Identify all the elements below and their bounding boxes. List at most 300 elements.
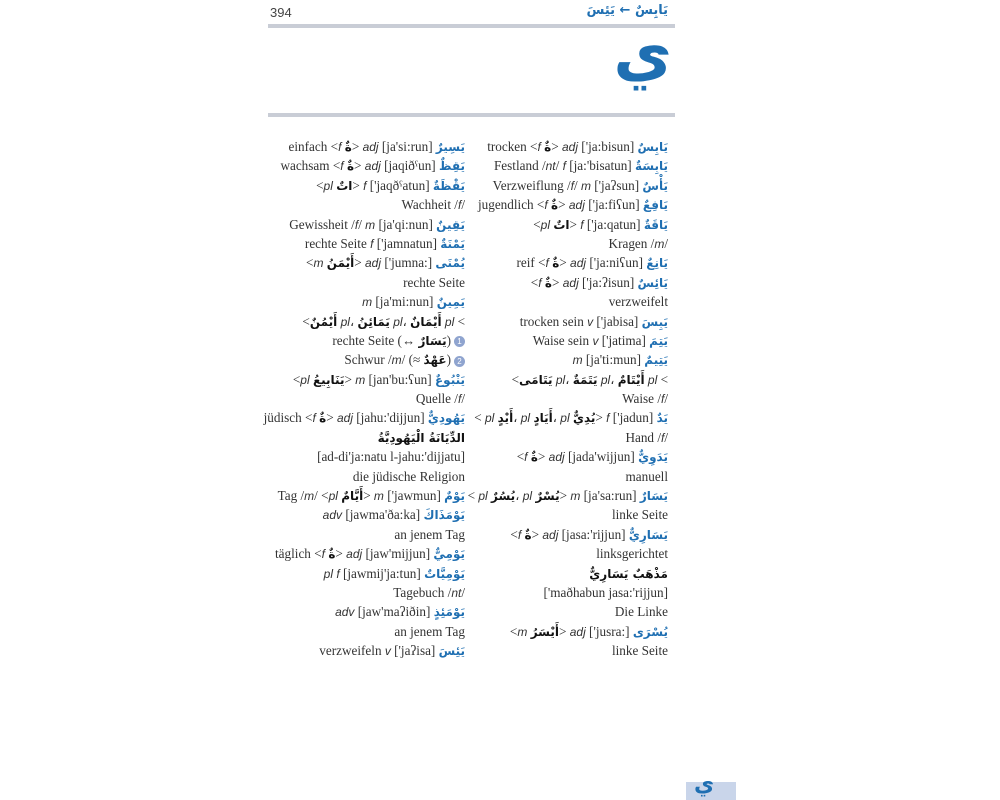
arabic-headword: يَدٌ	[656, 411, 668, 426]
grammar-label: pl	[328, 489, 342, 504]
grammar-label: f	[363, 178, 367, 193]
entry-text: >	[558, 197, 569, 213]
entry-text: <	[474, 410, 485, 426]
entry-text: [ja'ti:mun]	[582, 352, 645, 368]
grammar-label: pl	[552, 372, 566, 387]
arabic-form: يَنَابِيعُ	[312, 372, 345, 387]
entry-line	[235, 447, 465, 466]
grammar-label: v	[587, 314, 594, 329]
thumb-index-letter: ي	[694, 772, 715, 797]
entry-text: [ja'mi:nun]	[372, 294, 437, 310]
arabic-form: ةٌ	[544, 275, 552, 290]
entry-text: [ad-di'ja:natu l-jahu:'dijjatu]	[317, 449, 465, 465]
grammar-label: pl	[478, 489, 491, 504]
grammar-label: adv	[335, 605, 355, 620]
grammar-label: pl	[540, 217, 554, 232]
sense-number-badge: 1	[454, 336, 465, 347]
entry-line	[235, 505, 465, 524]
arabic-form: يُسُرٌ	[491, 489, 516, 504]
entry-line	[458, 234, 668, 253]
entry-text: )	[446, 352, 451, 368]
entry-line	[235, 137, 465, 156]
entry-text: rechte Seite	[304, 235, 371, 251]
grammar-label: f	[457, 198, 462, 213]
entry-line	[458, 564, 668, 583]
arabic-form: الدِّيَانَةُ الْيَهُودِيَّةُ	[377, 430, 465, 445]
entry-text: >	[354, 255, 365, 271]
entry-text: <	[454, 313, 465, 329]
entry-text: [ja:'bisatun]	[565, 158, 635, 174]
entry-text: ['jaqðˁatun]	[366, 177, 433, 193]
entry-text: Gewissheit /	[289, 216, 355, 232]
grammar-label: f	[544, 198, 552, 213]
grammar-label: adj	[568, 198, 585, 213]
entry-line	[235, 292, 465, 311]
entry-line	[235, 176, 465, 195]
grammar-label: pl	[644, 372, 658, 387]
entry-line	[235, 331, 465, 350]
arabic-form: يَمَائِنُ	[357, 314, 390, 329]
grammar-label: pl	[389, 314, 403, 329]
grammar-label: v	[592, 333, 599, 348]
grammar-label: adj	[346, 547, 363, 562]
entry-text: ['jumna:]	[381, 255, 436, 271]
entry-text: Tagebuch /	[393, 584, 452, 600]
entry-text: )	[446, 332, 451, 348]
entry-text: linksgerichtet	[596, 546, 668, 562]
arabic-headword: يَمِينٌ	[436, 295, 465, 310]
arabic-form: يَسَارٌ	[418, 333, 447, 348]
grammar-label: f	[517, 527, 525, 542]
entry-line	[235, 428, 465, 447]
grammar-label: adj	[362, 140, 379, 154]
entry-line	[235, 544, 465, 563]
page-number: 394	[270, 5, 292, 20]
dictionary-column-left	[235, 137, 465, 661]
section-divider	[268, 113, 675, 117]
grammar-label: adj	[561, 140, 578, 154]
arabic-form: يَتَمَةٌ	[572, 372, 598, 387]
entry-line	[458, 331, 668, 350]
entry-text: <	[516, 449, 525, 465]
grammar-label: nt	[545, 159, 556, 174]
entry-text: an jenem Tag	[394, 623, 465, 639]
grammar-label: f	[457, 392, 462, 407]
entry-text: ['maðhabun jasa:'rijjun]	[543, 584, 668, 600]
entry-text: ['jawmun]	[383, 488, 445, 504]
arabic-headword: يَافِعٌ	[642, 198, 668, 213]
grammar-label: f	[370, 236, 374, 251]
arabic-headword: يَتِمَ	[649, 333, 668, 348]
entry-text: ['ja:bisun]	[578, 139, 638, 154]
entry-text: >	[551, 139, 562, 154]
entry-text: Quelle /	[415, 391, 458, 407]
entry-text: >	[559, 488, 571, 504]
entry-text: /	[664, 429, 668, 445]
entry-text: ،	[402, 313, 411, 329]
entry-text: Wachheit /	[401, 197, 458, 213]
entry-text: Schwur /	[344, 352, 392, 368]
arabic-form: ةٌ	[530, 450, 538, 465]
entry-line	[458, 350, 668, 369]
entry-line	[458, 273, 668, 292]
entry-line	[235, 253, 465, 272]
entry-text: an jenem Tag	[394, 526, 465, 542]
grammar-label: m	[304, 489, 315, 504]
entry-text: ['jatima]	[598, 332, 650, 348]
arabic-headword: يُمْنَى	[435, 256, 465, 271]
entry-text: ['jaʔsun]	[590, 177, 643, 193]
entry-text: /	[358, 216, 366, 232]
grammar-label: f	[524, 450, 531, 465]
entry-text: / <	[314, 488, 329, 504]
entry-line	[235, 312, 465, 331]
grammar-label: nt	[451, 585, 462, 600]
arabic-form: عَهْدٌ	[423, 353, 447, 368]
entry-text: ،	[349, 313, 358, 329]
arabic-form: أَيْتَامٌ	[617, 372, 645, 387]
section-letter: ي	[613, 17, 672, 91]
entry-text: Waise /	[622, 391, 661, 407]
entry-line	[458, 583, 668, 602]
arabic-form: ةٌ	[544, 140, 552, 154]
entry-text: <	[306, 255, 314, 271]
entry-text: <	[511, 371, 520, 387]
arabic-headword: يَابِسٌ	[637, 140, 668, 154]
entry-line	[235, 234, 465, 253]
arabic-form: ةٌ	[551, 198, 559, 213]
entry-text: ['jadun]	[609, 410, 657, 426]
entry-text: ،	[515, 488, 523, 504]
entry-text: /	[555, 158, 563, 174]
entry-line	[458, 389, 668, 408]
entry-text: wachsam <	[280, 158, 341, 174]
grammar-label: pl	[300, 372, 313, 387]
entry-text: Tag /	[277, 488, 305, 504]
entry-text: [ja'sa:run]	[580, 488, 640, 504]
entry-text: jugendlich <	[477, 197, 545, 213]
entry-text: ['jabisa]	[593, 313, 642, 329]
entry-line	[235, 564, 465, 583]
entry-text: trocken <	[487, 139, 538, 154]
arabic-form: أَيْمَانٌ	[410, 314, 442, 329]
entry-text: >	[363, 488, 374, 504]
grammar-label: pl	[597, 372, 611, 387]
entry-text: rechte Seite (↔	[332, 332, 419, 348]
arabic-headword: يَقِظٌ	[439, 159, 465, 174]
entry-text: ['ja:niʕun]	[586, 255, 647, 271]
entry-text: >	[326, 410, 337, 426]
arabic-form: ةٌ	[328, 547, 336, 562]
entry-line	[458, 215, 668, 234]
arabic-form: أَيْدٍ	[497, 411, 514, 426]
grammar-label: adj	[548, 450, 565, 465]
entry-text: >	[595, 410, 607, 426]
grammar-label: m	[580, 178, 591, 193]
entry-text: >	[531, 526, 543, 542]
arabic-form: اتٌ	[553, 217, 570, 232]
grammar-label: f	[570, 178, 574, 193]
entry-line	[235, 370, 465, 389]
grammar-label: f	[321, 547, 329, 562]
arabic-headword: يُسْرَى	[632, 624, 668, 639]
entry-text: >	[551, 274, 563, 290]
entry-line	[235, 525, 465, 544]
entry-text: >	[559, 623, 570, 639]
arabic-headword: يَوْمَذَاكَ	[423, 508, 465, 523]
entry-text: [jawma'ða:ka]	[342, 507, 424, 523]
entry-text: <	[657, 371, 668, 387]
entry-text: / (≈	[401, 352, 424, 368]
entry-text: täglich <	[275, 546, 322, 562]
entry-text: ،	[565, 371, 573, 387]
entry-line	[458, 253, 668, 272]
entry-text: <	[316, 177, 324, 193]
grammar-label: m	[572, 353, 583, 368]
entry-text: >	[569, 216, 581, 232]
entry-line	[235, 156, 465, 175]
entry-text: >	[344, 371, 356, 387]
arabic-form: أَيْسَرُ	[530, 624, 559, 639]
entry-line	[458, 622, 668, 641]
entry-text: /	[664, 391, 668, 407]
entry-text: [ja'si:run]	[378, 139, 436, 154]
entry-line	[458, 486, 668, 505]
arabic-headword: يَهُودِيٌّ	[427, 411, 465, 426]
entry-text: rechte Seite	[403, 274, 465, 290]
entry-text: [jahu:'dijjun]	[352, 410, 428, 426]
grammar-label: f	[538, 275, 545, 290]
arabic-form: أَيَادٍ	[533, 411, 553, 426]
entry-text: <	[302, 313, 310, 329]
grammar-label: m	[313, 256, 327, 271]
entry-text: ['jaʔisa]	[390, 643, 439, 659]
entry-text: ،	[513, 410, 521, 426]
arabic-headword: يَنْبُوعٌ	[434, 372, 465, 387]
grammar-label: pl	[484, 411, 498, 426]
entry-text: Hand /	[625, 429, 661, 445]
grammar-label: f	[660, 430, 665, 445]
entry-line	[458, 156, 668, 175]
entry-line	[458, 602, 668, 621]
dictionary-column-right	[458, 137, 668, 661]
entry-text: reif <	[516, 255, 546, 271]
arabic-form: أَيْمُنٌ	[309, 314, 338, 329]
arabic-headword: يَوْمِيَّاتٌ	[424, 566, 465, 581]
entry-line	[235, 195, 465, 214]
entry-line	[458, 137, 668, 156]
arabic-form: اتٌ	[336, 178, 353, 193]
entry-text: Die Linke	[614, 604, 668, 620]
arabic-form: ةٌ	[344, 140, 352, 154]
entry-line	[235, 622, 465, 641]
grammar-label: f	[537, 140, 545, 154]
entry-text: ،	[610, 371, 618, 387]
arabic-headword: يَتِيمٌ	[644, 353, 668, 368]
entry-text: <	[510, 526, 518, 542]
entry-text: [jada'wijjun]	[564, 449, 639, 465]
entry-line	[458, 428, 668, 447]
entry-text: [jasa:'rijjun]	[558, 526, 629, 542]
grammar-label: m	[570, 489, 581, 504]
entry-text: manuell	[625, 468, 668, 484]
entry-line	[458, 312, 668, 331]
grammar-label: adj	[364, 159, 381, 174]
arabic-headword: يَابِسَةٌ	[634, 159, 668, 174]
entry-line	[235, 641, 465, 660]
entry-text: jüdisch <	[263, 410, 313, 426]
entry-line	[235, 486, 465, 505]
entry-text: ['ja:fiʕun]	[584, 197, 643, 213]
entry-text: <	[467, 488, 479, 504]
entry-text: /	[461, 197, 465, 213]
grammar-label: adj	[365, 256, 382, 271]
arabic-form: ةٌ	[524, 527, 532, 542]
entry-text: linke Seite	[611, 507, 668, 523]
grammar-label: m	[654, 236, 665, 251]
grammar-label: m	[365, 217, 376, 232]
entry-line	[235, 583, 465, 602]
entry-text: Festland /	[493, 158, 546, 174]
entry-text: die jüdische Religion	[352, 468, 465, 484]
entry-text: >	[351, 139, 363, 154]
entry-line	[458, 467, 668, 486]
entry-text: Waise sein	[532, 332, 593, 348]
entry-line	[458, 505, 668, 524]
entry-text: [jaw'maʔiðin]	[354, 604, 434, 620]
entry-text: >	[354, 158, 365, 174]
entry-line	[458, 447, 668, 466]
entry-text: verzweifelt	[608, 294, 668, 310]
entry-text: [jan'bu:ʕun]	[365, 371, 435, 387]
arabic-headword: يَوْمِيٌّ	[433, 547, 465, 562]
grammar-label: f	[545, 256, 553, 271]
thumb-index-tab[interactable]	[686, 772, 736, 800]
entry-line	[458, 641, 668, 660]
grammar-label: m	[355, 372, 366, 387]
arabic-headword: يَسَارِيٌّ	[628, 527, 668, 542]
entry-line	[458, 370, 668, 389]
arabic-headword: يَدَوِيٌّ	[638, 450, 668, 465]
entry-text: trocken sein	[519, 313, 588, 329]
entry-text: >	[559, 255, 571, 271]
grammar-label: adj	[562, 275, 579, 290]
arabic-headword: يَائِسٌ	[637, 275, 668, 290]
grammar-label: adj	[542, 527, 559, 542]
grammar-label: pl	[337, 314, 350, 329]
entry-text: Verzweiflung /	[492, 177, 571, 193]
entry-line	[235, 602, 465, 621]
entry-line	[235, 408, 465, 427]
entry-text: >	[352, 177, 364, 193]
entry-line	[458, 176, 668, 195]
arabic-headword: يَئِسَ	[438, 644, 465, 659]
entry-text: [jaw'mijjun]	[362, 546, 434, 562]
entry-line	[458, 195, 668, 214]
entry-line	[458, 544, 668, 563]
entry-text: verzweifeln	[319, 643, 385, 659]
entry-text: [jaqiðˁun]	[380, 158, 439, 174]
entry-line	[458, 292, 668, 311]
grammar-label: pl	[520, 411, 534, 426]
entry-text: <	[533, 216, 541, 232]
grammar-label: f	[606, 411, 610, 426]
entry-text: linke Seite	[611, 643, 668, 659]
entry-line	[235, 350, 465, 369]
entry-text: /	[664, 235, 668, 251]
grammar-label: m	[517, 624, 531, 639]
entry-text: ['jusra:]	[585, 623, 633, 639]
entry-text: ['ja:ʔisun]	[578, 274, 638, 290]
arabic-headword: يَسِيرٌ	[435, 140, 465, 154]
entry-text: /	[574, 177, 581, 193]
grammar-label: v	[384, 644, 391, 659]
arabic-form: ةٌ	[552, 256, 560, 271]
entry-text: >	[335, 546, 347, 562]
arabic-form: أَيْمَنُ	[326, 256, 355, 271]
grammar-label: adj	[569, 624, 586, 639]
arabic-headword: يَأْسٌ	[642, 178, 668, 193]
arabic-form: يَتَامَى	[519, 372, 553, 387]
grammar-label: pl	[441, 314, 455, 329]
grammar-label: f	[312, 411, 320, 426]
entry-text: ['ja:qatun]	[583, 216, 644, 232]
entry-line	[235, 467, 465, 486]
grammar-label: f	[562, 159, 566, 174]
grammar-label: f	[660, 392, 665, 407]
sense-number-badge: 2	[454, 356, 465, 367]
entry-text: Kragen /	[608, 235, 655, 251]
entry-text: <	[530, 274, 539, 290]
grammar-label: pl f	[323, 566, 340, 581]
entry-text: <	[509, 623, 518, 639]
entry-text: [ja'qi:nun]	[375, 216, 437, 232]
arabic-headword: يَقِينٌ	[436, 217, 465, 232]
arabic-headword: يَوْمٌ	[444, 489, 465, 504]
grammar-label: m	[362, 295, 373, 310]
entry-line	[235, 273, 465, 292]
grammar-label: adj	[336, 411, 353, 426]
header-entry-range: يَابِسٌ ← يَئِسَ	[586, 3, 668, 18]
arabic-form: أَيَّامٌ	[341, 489, 364, 504]
arabic-form: مَذْهَبٌ يَسَارِيٌّ	[589, 566, 668, 581]
arabic-form: ةٌ	[319, 411, 327, 426]
entry-text: einfach <	[288, 139, 339, 154]
entry-line	[458, 525, 668, 544]
entry-line	[235, 215, 465, 234]
entry-line	[458, 408, 668, 427]
entry-text: /	[461, 584, 465, 600]
arabic-headword: يَوْمَئِذٍ	[433, 605, 465, 620]
grammar-label: adj	[570, 256, 587, 271]
grammar-label: m	[391, 353, 402, 368]
entry-text: ['jamnatun]	[373, 235, 441, 251]
grammar-label: f	[338, 140, 345, 154]
entry-text: ،	[552, 410, 561, 426]
arabic-headword: يَمْنَةٌ	[440, 236, 465, 251]
grammar-label: pl	[522, 489, 536, 504]
grammar-label: adv	[322, 508, 343, 523]
grammar-label: m	[373, 489, 384, 504]
arabic-headword: يَبِسَ	[641, 314, 668, 329]
arabic-headword: يَسَارٌ	[639, 489, 668, 504]
grammar-label: pl	[560, 411, 573, 426]
arabic-headword: يَاقَةٌ	[643, 217, 668, 232]
arabic-form: يُسْرٌ	[535, 489, 560, 504]
arabic-form: يُدِيٌّ	[572, 411, 596, 426]
entry-text: /	[461, 391, 465, 407]
arabic-headword: يَانِعٌ	[646, 256, 668, 271]
